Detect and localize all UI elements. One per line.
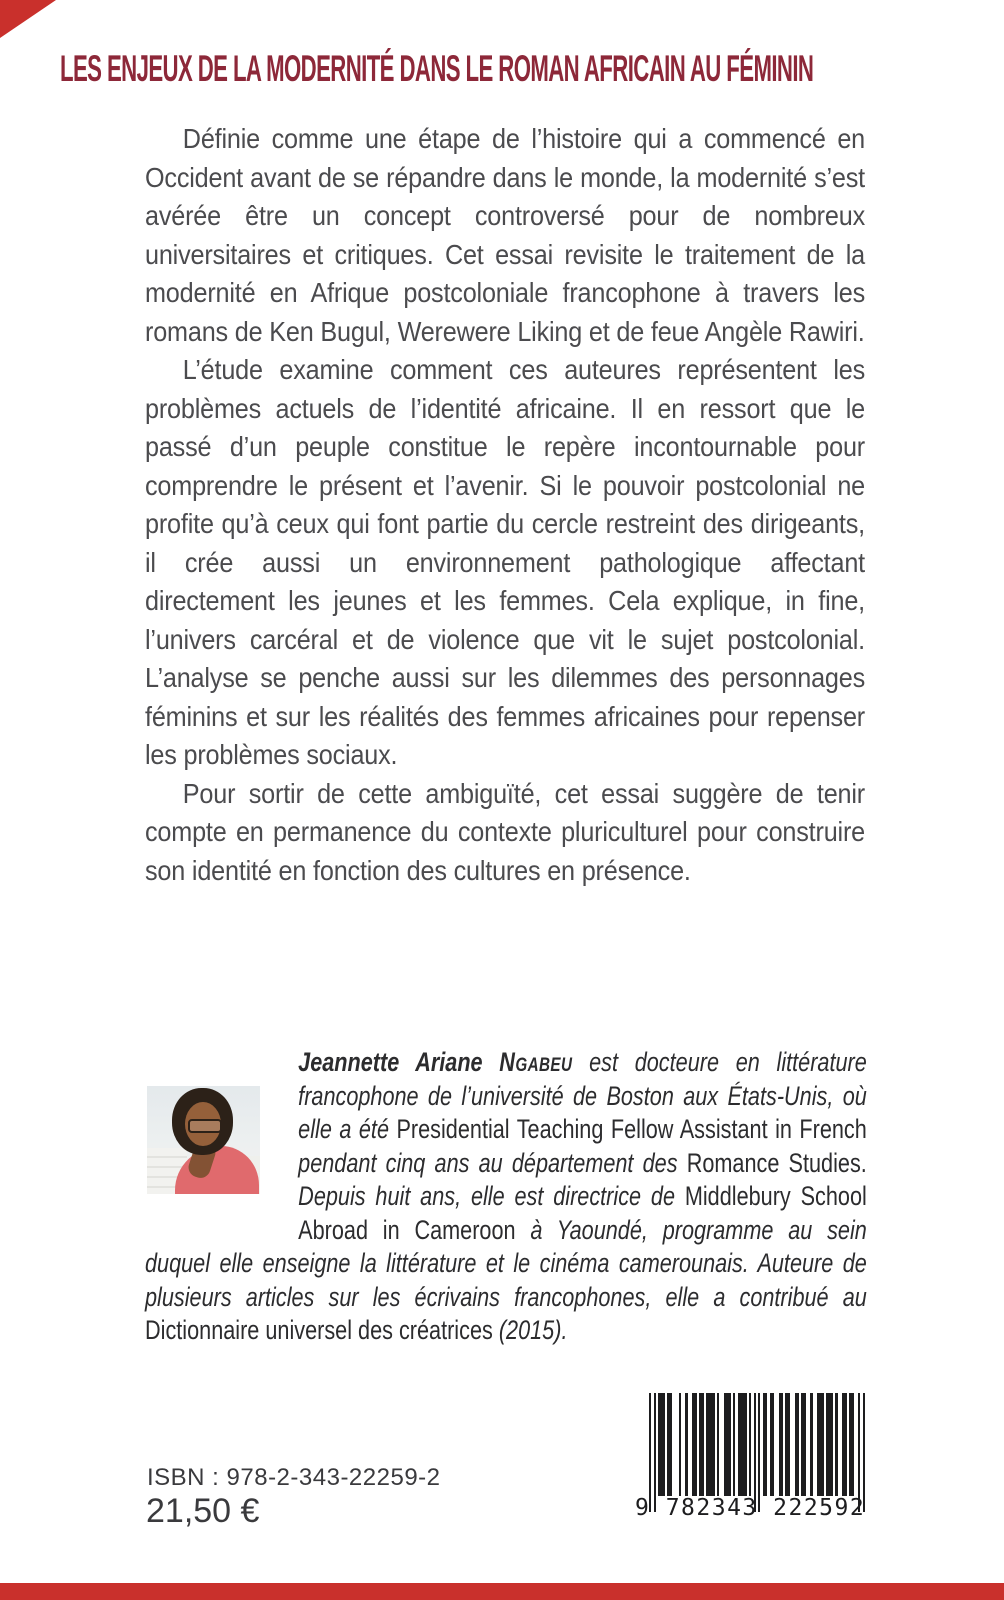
- barcode-bar: [781, 1393, 783, 1496]
- barcode-bar: [733, 1393, 735, 1496]
- barcode: [635, 1393, 866, 1523]
- barcode-bar: [810, 1393, 812, 1496]
- synopsis-paragraph-3: Pour sortir de cette ambiguïté, cet essai suggère de tenir compte en permanence du contexte pluriculturel pour construire son identité en fonction des cultures en présence.: [145, 777, 866, 886]
- barcode-bar: [717, 1393, 719, 1496]
- price-text: 21,50 €: [146, 1492, 260, 1530]
- barcode-bar: [772, 1393, 774, 1496]
- barcode-bar: [669, 1393, 671, 1496]
- isbn-text: ISBN : 978-2-343-22259-2: [147, 1464, 441, 1491]
- bio-run: Romance Studies.: [686, 1147, 867, 1178]
- barcode-bar: [788, 1393, 790, 1496]
- barcode-bar: [713, 1393, 715, 1496]
- barcode-bar: [835, 1393, 837, 1496]
- bio-run: Dictionnaire universel des créatrices: [145, 1315, 499, 1345]
- title-area: [60, 48, 1004, 90]
- bio-run: pendant cinq ans au département des: [298, 1147, 687, 1178]
- photo-torso: [175, 1146, 259, 1194]
- barcode-bar: [685, 1393, 687, 1496]
- bio-run: Middlebury School Abroad in Cameroon: [298, 1181, 867, 1245]
- barcode-bar: [765, 1393, 767, 1496]
- barcode-bar: [831, 1393, 833, 1496]
- barcode-bar: [804, 1393, 806, 1496]
- bio-run: Jeannette Ariane: [298, 1047, 500, 1077]
- barcode-bar: [851, 1393, 853, 1496]
- synopsis-paragraph-2: L’étude examine comment ces auteures représentent les problèmes actuels de l’identité africaine. Il en ressort que le passé d’un peuple constitue le repère incontournable pour comprendre le présent et l’avenir. Si le pouvoir postcolonial ne profite qu’à ceux qui font partie du cercle restreint des dirigeants, il crée aussi un environnement pathologique affectant directement les jeunes et les femmes. Cela explique, in fine, l’univers carcéral et de violence que vit le sujet postcolonial. L’analyse se penche aussi sur les dilemmes des personnages féminins et sur les réalités des femmes africaines pour repenser les problèmes sociaux.: [145, 354, 866, 770]
- barcode-bar: [822, 1393, 824, 1496]
- synopsis-paragraph-1: Définie comme une étape de l’histoire qui a commencé en Occident avant de se répandre dans le monde, la modernité s’est avérée être un concept controversé pour de nombreux universitaires et critiques. Cet essai revisite le traitement de la modernité en Afrique postcoloniale francophone à travers les romans de Ken Bugul, Werewere Liking et de feue Angèle Rawiri.: [145, 123, 866, 347]
- bio-run: Presidential Teaching Fellow Assistant in French: [396, 1114, 867, 1144]
- red-bottom-bar: [0, 1583, 1004, 1600]
- bio-run: (2015).: [498, 1315, 568, 1345]
- bio-run: Ngabeu: [499, 1047, 573, 1077]
- book-title: LES ENJEUX DE LA MODERNITÉ DANS LE ROMAN AFRICAIN AU FÉMININ: [60, 48, 814, 89]
- bio-run: est docteure en littérature francophone de l’université de Boston aux États-Unis, où elle a été: [298, 1047, 867, 1144]
- barcode-bar: [663, 1393, 665, 1496]
- barcode-bar: [679, 1393, 681, 1496]
- barcode-bar: [729, 1393, 731, 1496]
- author-photo: [147, 1086, 260, 1194]
- synopsis: [145, 120, 865, 890]
- barcode-bar: [845, 1393, 847, 1496]
- barcode-bar: [749, 1393, 751, 1496]
- bio-run: Depuis huit ans, elle est directrice de: [298, 1181, 685, 1211]
- bio-run: à Yaoundé, programme au sein duquel elle enseigne la littérature et le cinéma camerounais. Auteure de plusieurs articles sur les écrivains francophones, elle a contribué au: [145, 1214, 867, 1312]
- barcode-bar: [701, 1393, 703, 1496]
- barcode-bar: [744, 1393, 746, 1496]
- photo-glasses: [188, 1119, 222, 1133]
- barcode-bar: [797, 1393, 799, 1496]
- barcode-digits: 9 782343 222592: [635, 1495, 866, 1521]
- red-corner-triangle: [0, 0, 56, 38]
- barcode-bar: [694, 1393, 696, 1496]
